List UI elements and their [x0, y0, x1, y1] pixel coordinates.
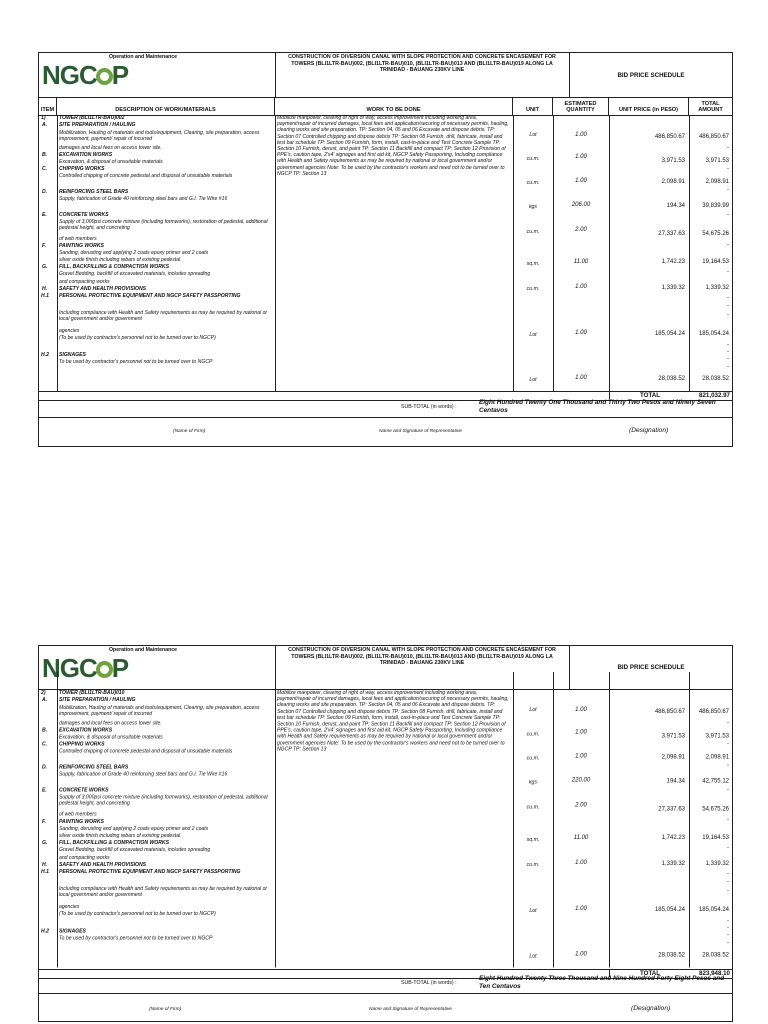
item-h-title: SAFETY AND HEALTH PROVISIONS	[59, 286, 147, 292]
col-unit-price: UNIT PRICE (in PESO)	[609, 97, 689, 115]
name-of-firm: (Name of Firm)	[173, 429, 206, 434]
reinforcing-qty: 206.00	[571, 202, 591, 208]
schedule-title: BID PRICE SCHEDULE	[617, 664, 685, 671]
subtotal-label: SUB-TOTAL (in words) :	[401, 404, 457, 410]
item-b-title: EXCAVATION WORKS	[59, 152, 113, 158]
item-g-title: FILL, BACKFILLING & COMPACTION WORKS	[59, 839, 169, 846]
item-c-title: CHIPPING WORKS	[59, 741, 105, 748]
item-c-title: CHIPPING WORKS	[59, 166, 105, 172]
item-h1-title: PERSONAL PROTECTIVE EQUIPMENT AND NGCP SAFETY PASSPORTING	[59, 868, 241, 876]
project-title: CONSTRUCTION OF DIVERSION CANAL WITH SLOPE PROTECTION AND CONCRETE ENCASEMENT FOR TOWERS (BLI1LTR-BAU)002, (BLI1LTR-BAU)010, (BLI1LTR-BAU)013 AND (BLI1LTR-BAU)019 ALONG LA TRINIDAD - BAUANG 230KV LINE	[275, 53, 570, 97]
column-header-row	[39, 97, 732, 116]
col-item: ITEM	[39, 97, 57, 115]
item-h2-title: SIGNAGES	[59, 928, 86, 935]
subtotal-label: SUB-TOTAL (in words) :	[401, 980, 457, 986]
ngcp-logo: NGC P	[42, 653, 129, 683]
project-title: CONSTRUCTION OF DIVERSION CANAL WITH SLOPE PROTECTION AND CONCRETE ENCASEMENT FOR TOWERS (BLI1LTR-BAU)002, (BLI1LTR-BAU)010, (BLI1LTR-BAU)013 AND (BLI1LTR-BAU)019 ALONG LA TRINIDAD - BAUANG 230KV LINE	[275, 646, 570, 689]
om-label: Operation and Maintenance	[109, 647, 178, 653]
grand-total: 821,032.97	[699, 392, 730, 399]
om-label: Operation and Maintenance	[109, 54, 178, 60]
item-h-title: SAFETY AND HEALTH PROVISIONS	[59, 861, 147, 868]
name-of-firm: (Name of Firm)	[149, 1007, 182, 1012]
col-total: TOTAL AMOUNT	[698, 101, 723, 114]
work-to-be-done: Mobilize manpower, clearing of right of way, access improvement including working area, payment/repair of incurred damages, local fees and application/securing of necessary permits, hauling, clearing works and site preparation. TP: Section 04, 05 and 06 Excavate and dispose debris. TP: Section 07 Controlled chipping and dispose debris TP: Section 08 Furnish, drill, fabricate, install and test bar schedule TP: Section 09 Furnish, form, install, cast-in-place and Test Concrete Sample TP: Section 10 Furnish, derust, and paint TP: Section 11 Backfill and compact TP: Section 12 Provision of PPE's, caution tape, 2'x4' signages and first aid kit, NGCP Safety Passporting, Including compliance with Health and Safety requirements as may be required by national or local government and/or government agencies Note: To be used by the contractor's workers and need not to be turned over to NGCP TP: Section 13	[277, 115, 509, 177]
ngcp-logo: NGC P	[42, 60, 129, 90]
tower-number: 1)	[41, 115, 46, 121]
col-qty: ESTIMATED QUANTITY	[553, 97, 609, 115]
representative-signature: Name and Signature of Representative	[379, 429, 462, 434]
item-a-title: SITE PREPARATION / HAULING	[59, 697, 136, 704]
total-row: TOTAL 823,948.10	[39, 969, 732, 979]
sheet-header	[39, 53, 732, 98]
logo-ring-icon	[96, 68, 113, 85]
col-unit: UNIT	[513, 97, 553, 115]
item-a-title: SITE PREPARATION / HAULING	[59, 122, 136, 128]
item-d-title: REINFORCING STEEL BARS	[59, 764, 129, 771]
reinforcing-qty: 220.00	[571, 777, 591, 784]
bid-sheet-2	[38, 645, 733, 1022]
logo-cell	[39, 53, 276, 97]
designation: (Designation)	[629, 427, 669, 434]
bid-sheet-1: Operation and Maintenance NGC P CONSTRUCTION OF DIVERSION CANAL WITH SLOPE PROTECTION AND CONCRETE ENCASEMENT FOR TOWERS (BLI1LTR-BAU)002, (BLI1LTR-BAU)010, (BLI1LTR-BAU)013 AND (BLI1LTR-BAU)019 ALONG LA TRINIDAD - BAUANG 230KV LINE BID PRICE SCHEDULE ITEM DESCRIPTION OF WORK/MATERIALS WORK TO BE DONE UNIT ESTIMATED QUANTITY UNIT PRICE (in PESO) TOTAL AMOUNT 1) TOWER (BLI1LTR-BAU)002 A. SITE PREPARATION / HAULING Mobilization, Hauling of materials and tools/equipment, Clearing, site preparation, access improvement, payment/ repair of incurred damages and local fees on access tower site. B. EXCAVATION WORKS Excavation, & disposal of unsuitable materials C. CHIPPING WORKS Controlled chipping of concrete pedestal and disposal of unsuitable materials D. REINFORCING STEEL BARS Supply, fabrication of Grade 40 reinforcing steel bars and G.I. Tie Wire #16 E. CONCRETE WORKS Supply of 3,000psi concrete mixture (including formworks), restoration of pedestal, additional pedestal height, and concreting of web members F. PAINTING WORKS Sanding, derusting and applying 2 coats epoxy primer and 2 coats silver oxide finish including rebars of existing pedestal G. FILL, BACKFILLING & COMPACTION WORKS Gravel Bedding, backfill of excavated materials, includes spreading and compacting works H. SAFETY AND HEALTH PROVISIONS H.1 PERSONAL PROTECTIVE EQUIPMENT AND NGCP SAFETY PASSPORTING Including compliance with Health and Safety requirements as may be required by national or local government and/or government agencies (To be used by contractor's personnel not to be turned over to NGCP) H.2 SIGNAGES To be used by contractor's personnel not to be turned over to NGCP Mobilize manpower, clearing of right of way, access improvement including working area, payment/repair of incurred damages, local fees and application/securing of necessary permits, hauling, clearing works and site preparation. TP: Section 04, 05 and 06 Excavate and dispose debris. TP: Section 07 Controlled chipping and dispose debris TP: Section 08 Furnish, drill, fabricate, install and test bar schedule TP: Section 09 Furnish, form, install, cast-in-place and Test Concrete Sample TP: Section 10 Furnish, derust, and paint TP: Section 11 Backfill and compact TP: Section 12 Provision of PPE's, caution tape, 2'x4' signages and first aid kit, NGCP Safety Passporting, Including compliance with Health and Safety requirements as may be required by national or local government and/or government agencies Note: To be used by the contractor's workers and need not to be turned over to NGCP TP: Section 13 Lot 1.00 486,850.67 486,850.67 - cu.m. 1.00 3,971.53 3,971.53 - cu.m. 1.00 2,098.91 2,098.91 - kgs 206.00 194.34 39,839.99 - cu.m. 2.00 27,337.63 54,675.26 - sq.m. 11.00 1,742.23 19,164.53 - cu.m. 1.00 1,339.32 1,339.32 - - - Lot 1.00 185,054.24 185,054.24 - - - - Lot 1.00 28,038.52 28,038.52 TOTAL 821,032.97 SUB-TOTAL (in words) : Eight Hundred Twenty One Thousand and Thirty Two Pesos and Ninety Seven Centavos (Name of Firm) Name and Signature of Representative (Designation)	[38, 52, 733, 447]
item-g-title: FILL, BACKFILLING & COMPACTION WORKS	[59, 264, 169, 270]
item-h2-title: SIGNAGES	[59, 352, 86, 358]
tower-label: TOWER (BLI1LTR-BAU)002	[59, 115, 125, 121]
item-b-title: EXCAVATION WORKS	[59, 727, 113, 734]
work-to-be-done: Mobilize manpower, clearing of right of way, access improvement including working area, payment/repair of incurred damages, local fees and application/securing of necessary permits, hauling, clearing works and site preparation. TP: Section 04, 05 and 06 Excavate and dispose debris. TP: Section 07 Controlled chipping and dispose debris TP: Section 08 Furnish, drill, fabricate, install and test bar schedule TP: Section 09 Furnish, form, install, cast-in-place and Test Concrete Sample TP: Section 10 Furnish, derust, and paint TP: Section 11 Backfill and compact TP: Section 12 Provision of PPE's, caution tape, 2'x4' signages and first aid kit, NGCP Safety Passporting, Including compliance with Health and Safety requirements as may be required by national or local government and/or government agencies Note: To be used by the contractor's workers and need not to be turned over to NGCP TP: Section 13	[277, 690, 509, 753]
item-h1-title: PERSONAL PROTECTIVE EQUIPMENT AND NGCP SAFETY PASSPORTING	[59, 293, 241, 299]
item-e-title: CONCRETE WORKS	[59, 787, 109, 794]
reinforcing-total: 42,755.12	[702, 778, 729, 785]
signature-row	[39, 417, 732, 419]
grand-total: 823,948.10	[699, 970, 730, 977]
schedule-title: BID PRICE SCHEDULE	[617, 71, 685, 79]
amount-in-words: Eight Hundred Twenty One Thousand and Thirty Two Pesos and Ninety Seven Centavos	[479, 399, 716, 414]
tower-label: TOWER (BLI1LTR-BAU)010	[59, 690, 125, 697]
amount-in-words: Eight Hundred Twenty Three Thousand and Nine Hundred Forty Eight Pesos and Ten Centavos	[479, 975, 725, 990]
item-f-title: PAINTING WORKS	[59, 818, 104, 825]
representative-signature: Name and Signature of Representative	[369, 1007, 452, 1012]
item-d-title: REINFORCING STEEL BARS	[59, 189, 129, 195]
tower-number: 2)	[41, 690, 46, 697]
total-row: TOTAL 821,032.97	[39, 391, 732, 401]
col-description: DESCRIPTION OF WORK/MATERIALS	[57, 97, 275, 115]
schedule-body: 2) TOWER (BLI1LTR-BAU)010 A. SITE PREPARATION / HAULING Mobilization, Hauling of materials and tools/equipment, Clearing, site preparation, access improvement, payment/ repair of incurred damages and local fees on access tower site. B. EXCAVATION WORKS Excavation, & disposal of unsuitable materials C. CHIPPING WORKS Controlled chipping of concrete pedestal and disposal of unsuitable materials D. REINFORCING STEEL BARS Supply, fabrication of Grade 40 reinforcing steel bars and G.I. Tie Wire #16 E. CONCRETE WORKS Supply of 3,000psi concrete mixture (including formworks), restoration of pedestal, additional pedestal height, and concreting of web members F. PAINTING WORKS Sanding, derusting and applying 2 coats epoxy primer and 2 coats silver oxide finish including rebars of existing pedestal G. FILL, BACKFILLING & COMPACTION WORKS Gravel Bedding, backfill of excavated materials, includes spreading and compacting works H. SAFETY AND HEALTH PROVISIONS H.1 PERSONAL PROTECTIVE EQUIPMENT AND NGCP SAFETY PASSPORTING Including compliance with Health and Safety requirements as may be required by national or local government and/or government agencies (To be used by contractor's personnel not to be turned over to NGCP) H.2 SIGNAGES To be used by contractor's personnel not to be turned over to NGCP Mobilize manpower, clearing of right of way, access improvement including working area, payment/repair of incurred damages, local fees and application/securing of necessary permits, hauling, clearing works and site preparation. TP: Section 04, 05 and 06 Excavate and dispose debris. TP: Section 07 Controlled chipping and dispose debris TP: Section 08 Furnish, drill, fabricate, install and test bar schedule TP: Section 09 Furnish, form, install, cast-in-place and Test Concrete Sample TP: Section 10 Furnish, derust, and paint TP: Section 11 Backfill and compact TP: Section 12 Provision of PPE's, caution tape, 2'x4' signages and first aid kit, NGCP Safety Passporting, Including compliance with Health and Safety requirements as may be required by national or local government and/or government agencies Note: To be used by the contractor's workers and need not to be turned over to NGCP TP: Section 13 Lot 1.00 486,850.67 486,850.67 - cu.m. 1.00 3,971.53 3,971.53 - cu.m. 1.00 2,098.91 2,098.91 - kgs 220.00 194.34 42,755.12 - cu.m. 2.00 27,337.63 54,675.26 - sq.m. 11.00 1,742.23 19,164.53 - cu.m. 1.00 1,339.32 1,339.32 - - - Lot 1.00 185,054.24 185,054.24 - - - - Lot 1.00 28,038.52 28,038.52	[39, 628, 732, 970]
col-work: WORK TO BE DONE	[275, 97, 513, 115]
reinforcing-total: 39,839.99	[702, 203, 729, 209]
designation: (Designation)	[631, 1005, 671, 1012]
item-f-title: PAINTING WORKS	[59, 243, 104, 249]
item-e-title: CONCRETE WORKS	[59, 212, 109, 218]
signature-row	[39, 993, 732, 995]
